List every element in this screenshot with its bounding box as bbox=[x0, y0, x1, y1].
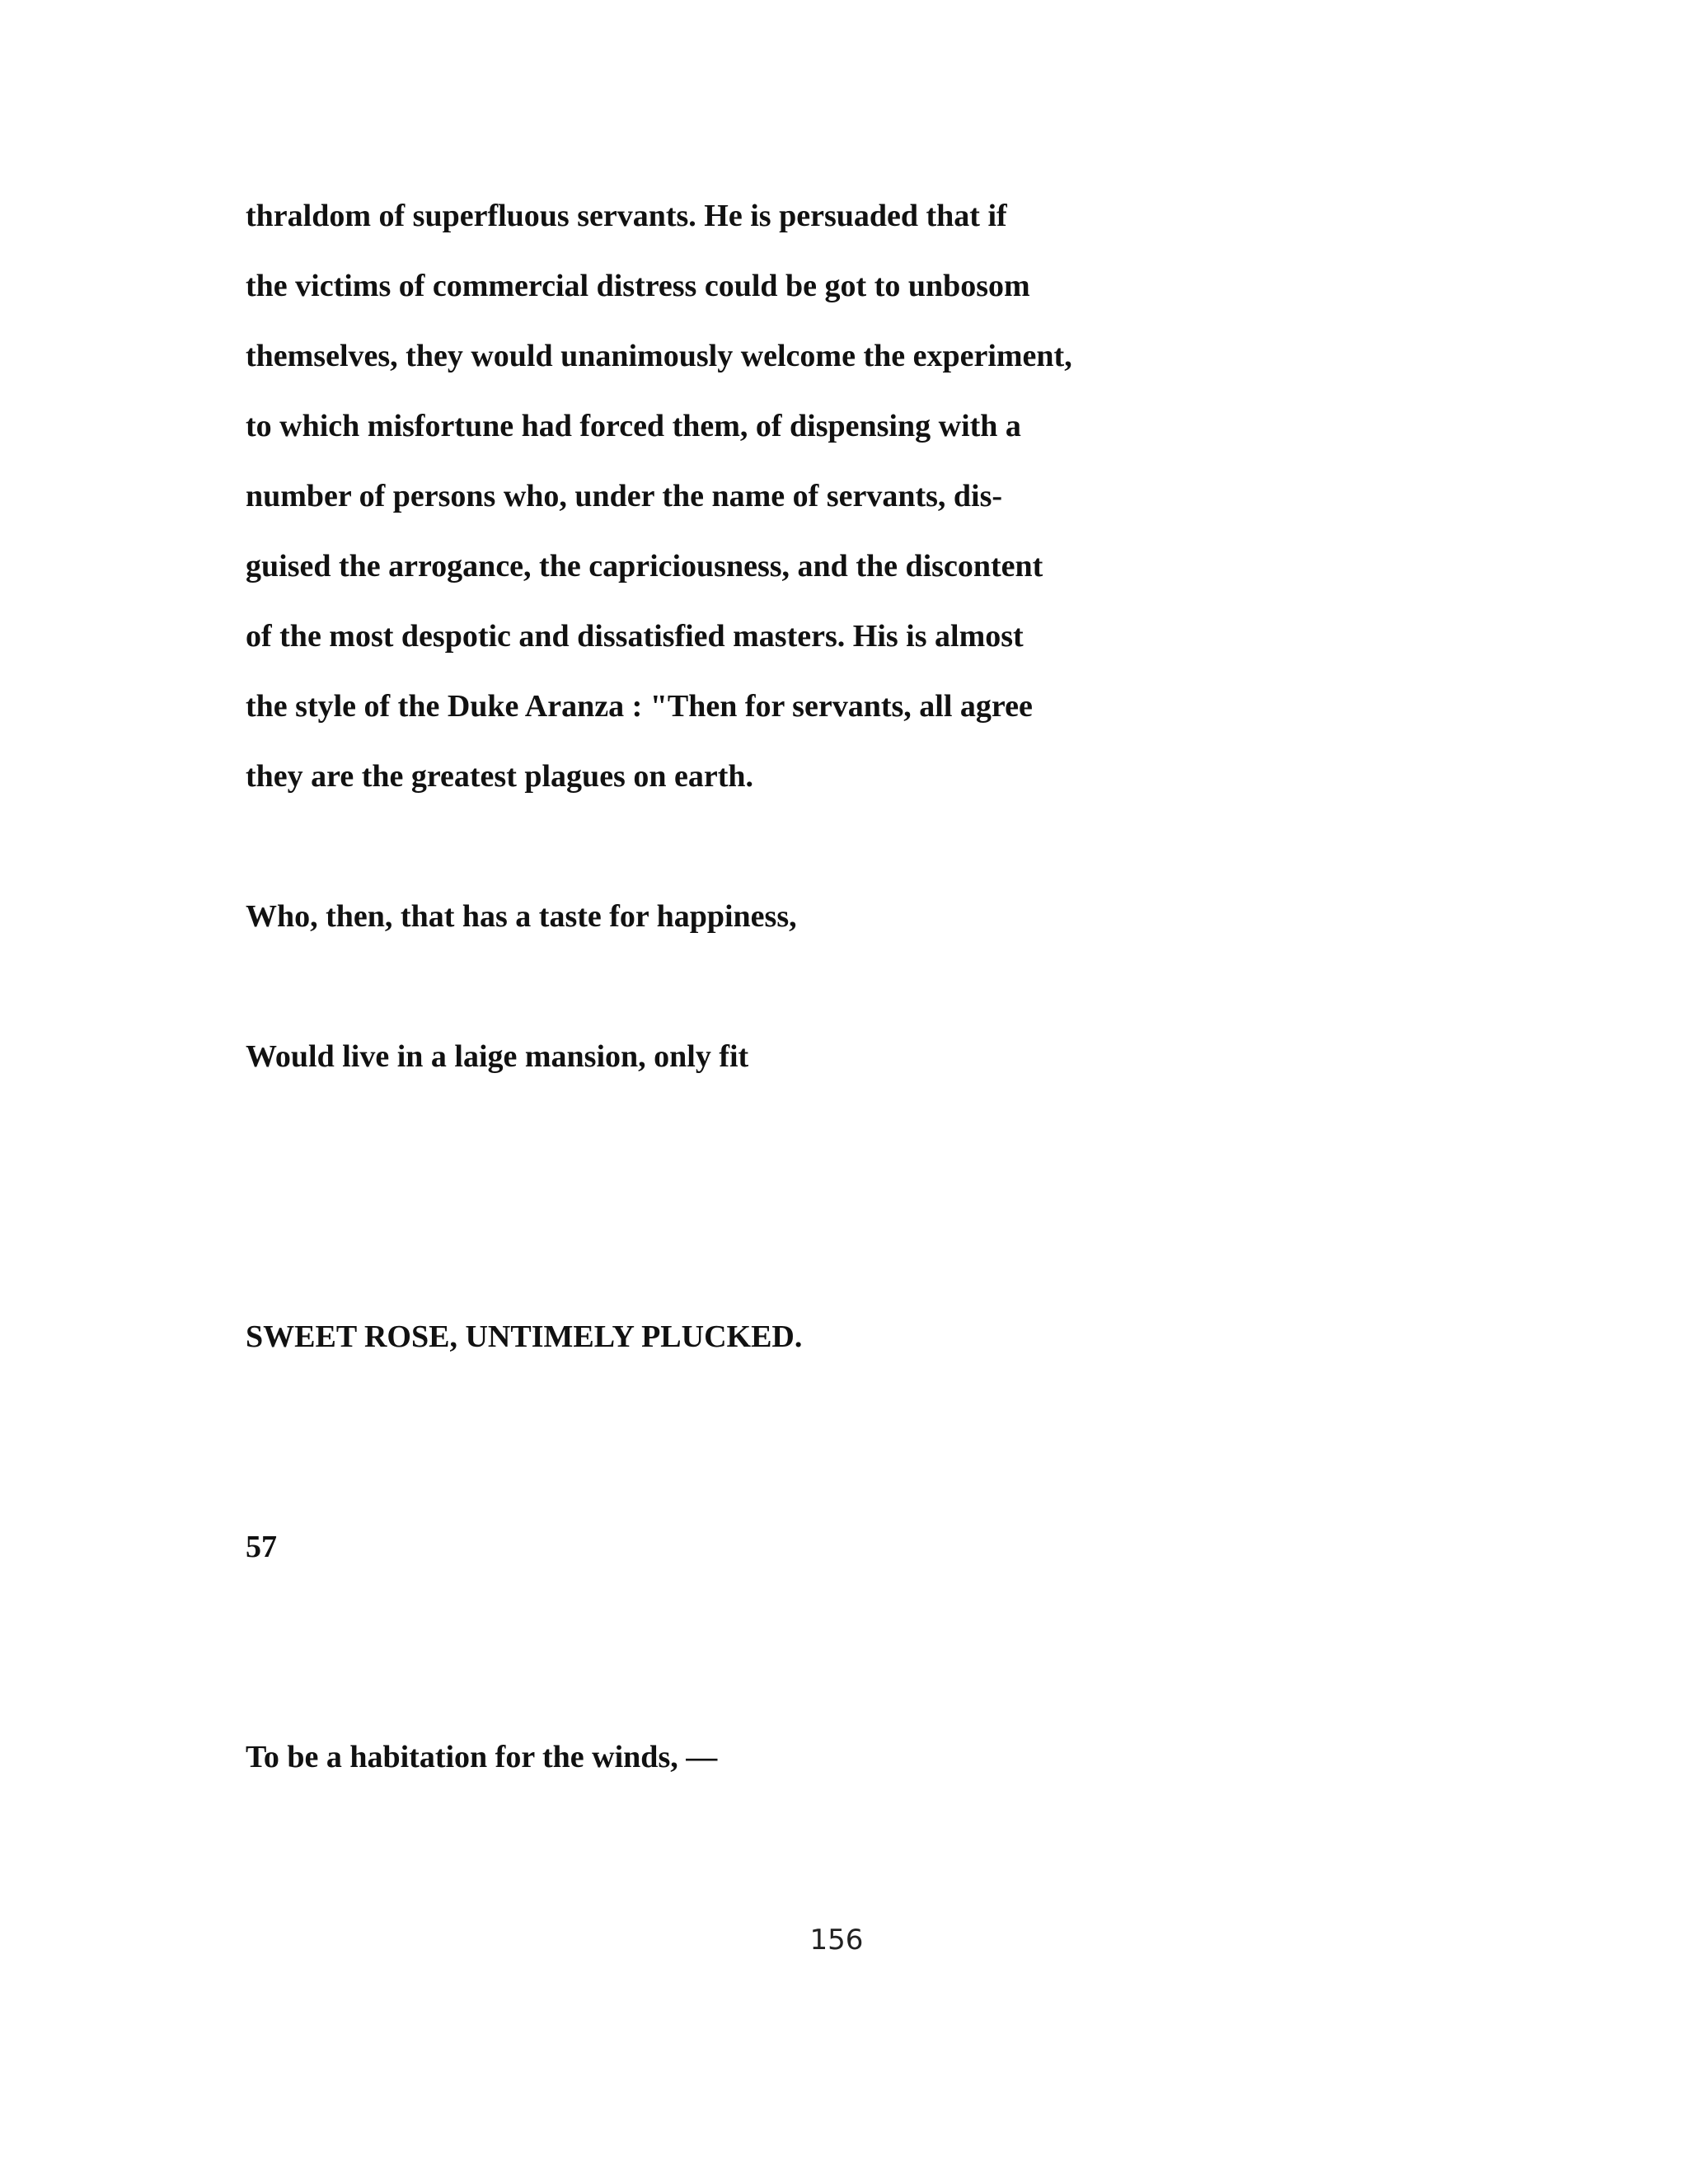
original-page-number: 57 bbox=[246, 1530, 277, 1564]
page-number: 156 bbox=[809, 1924, 864, 1957]
paragraph-line: thraldom of superfluous servants. He is persuaded that if bbox=[246, 199, 1007, 233]
verse-line: Would live in a laige mansion, only fit bbox=[246, 1039, 749, 1074]
paragraph-line: the victims of commercial distress could be got to unbosom bbox=[246, 269, 1030, 303]
paragraph-line: guised the arrogance, the capriciousness, and the discontent bbox=[246, 549, 1043, 583]
paragraph-line: themselves, they would unanimously welcome the experiment, bbox=[246, 339, 1072, 373]
paragraph-line: to which misfortune had forced them, of dispensing with a bbox=[246, 409, 1021, 443]
verse-line: Who, then, that has a taste for happiness, bbox=[246, 899, 797, 934]
paragraph-line: the style of the Duke Aranza : "Then for servants, all agree bbox=[246, 689, 1033, 724]
running-head: SWEET ROSE, UNTIMELY PLUCKED. bbox=[246, 1319, 803, 1354]
paragraph-line: they are the greatest plagues on earth. bbox=[246, 759, 753, 794]
verse-line: To be a habitation for the winds, — bbox=[246, 1740, 718, 1774]
paragraph-line: number of persons who, under the name of servants, dis- bbox=[246, 479, 1003, 513]
paragraph-line: of the most despotic and dissatisfied masters. His is almost bbox=[246, 619, 1024, 654]
